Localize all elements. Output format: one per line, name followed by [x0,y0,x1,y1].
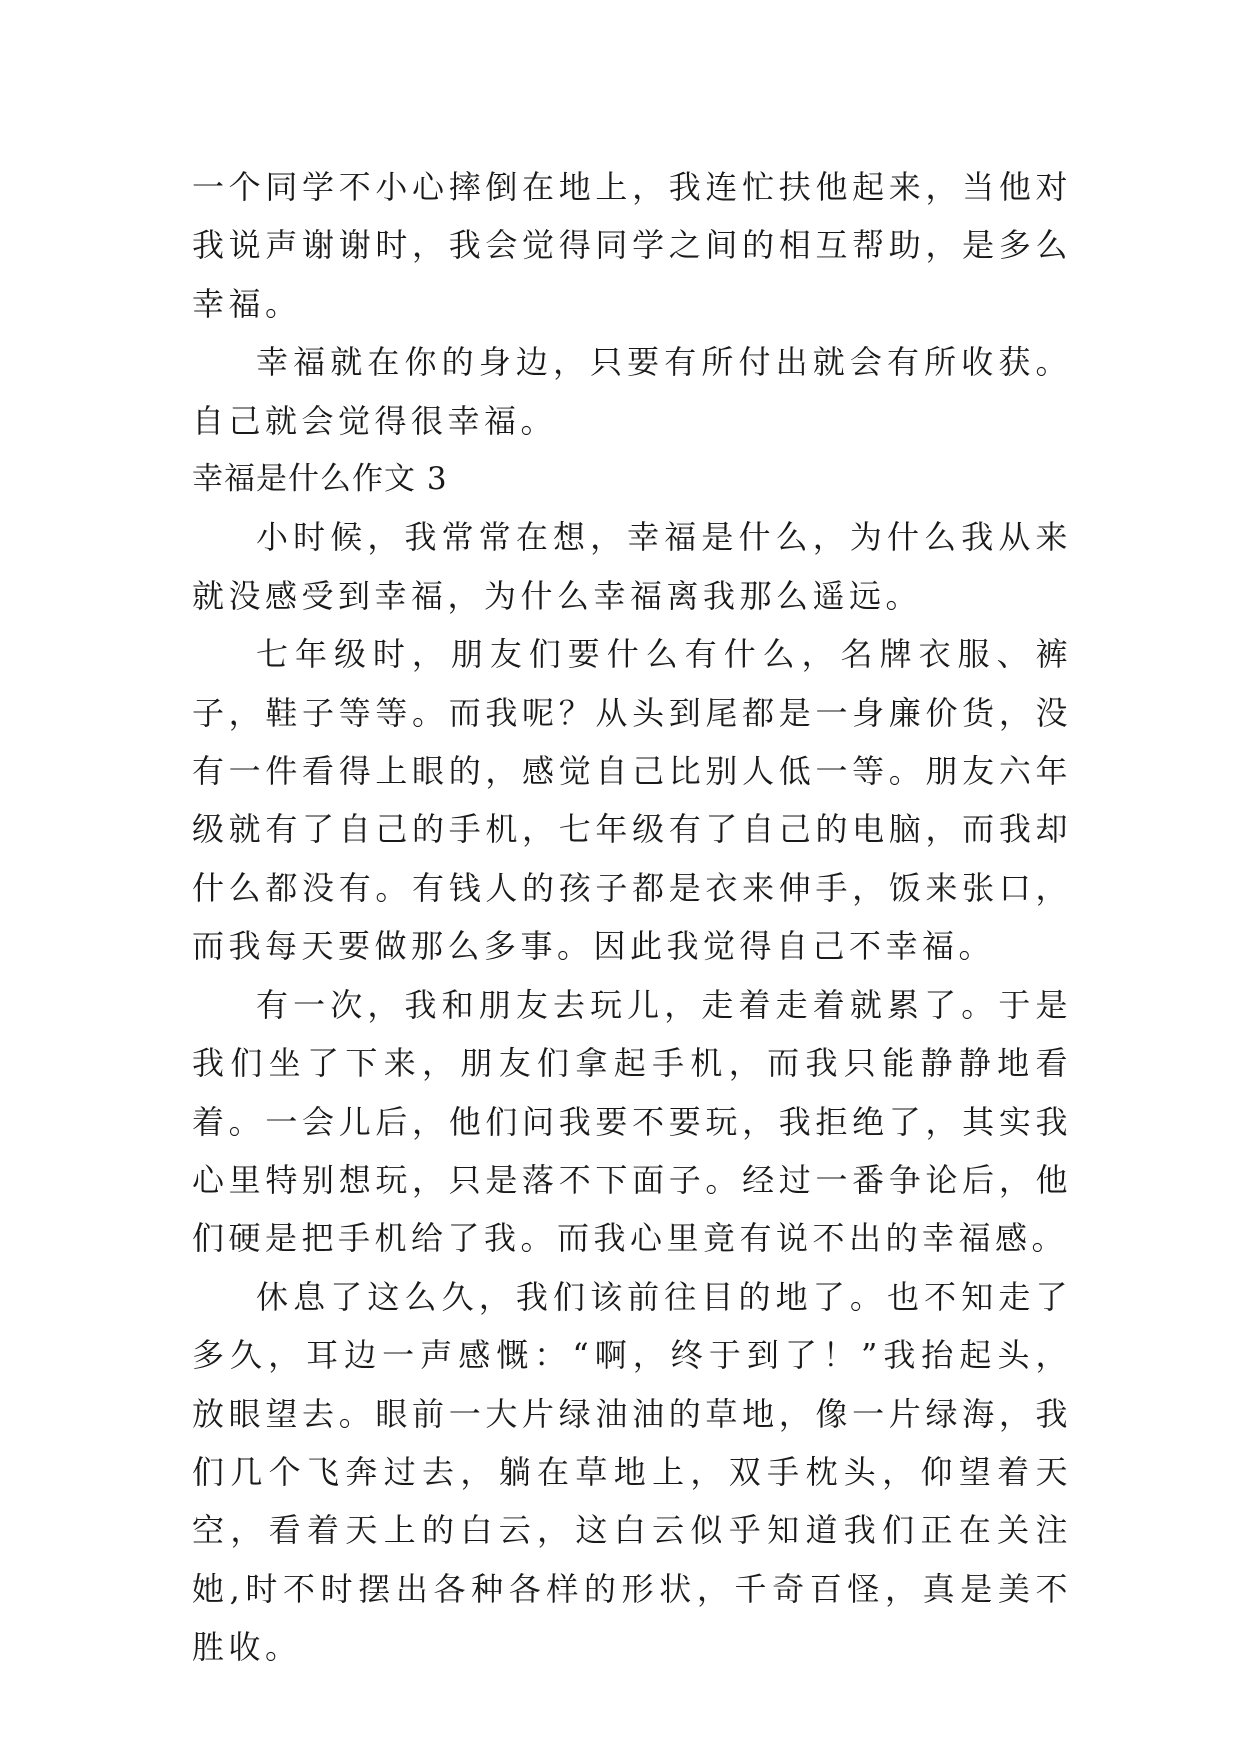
paragraph-3: 小时候，我常常在想，幸福是什么，为什么我从来就没感受到幸福，为什么幸福离我那么遥远。 [192,518,1072,615]
paragraph-2: 幸福就在你的身边，只要有所付出就会有所收获。自己就会觉得很幸福。 [192,343,1072,440]
paragraph-1: 一个同学不小心摔倒在地上，我连忙扶他起来，当他对我说声谢谢时，我会觉得同学之间的相互帮助，是多么幸福。 [192,168,1072,323]
section-heading: 幸福是什么作文 3 [192,461,448,498]
document-body [192,158,1072,1677]
paragraph-5: 有一次，我和朋友去玩儿，走着走着就累了。于是我们坐了下来，朋友们拿起手机，而我只能静静地看着。一会儿后，他们问我要不要玩，我拒绝了，其实我心里特别想玩，只是落不下面子。经过一番争论后，他们硬是把手机给了我。而我心里竟有说不出的幸福感。 [192,985,1072,1258]
paragraph-6: 休息了这么久，我们该前往目的地了。也不知走了多久，耳边一声感慨：“啊，终于到了！”我抬起头，放眼望去。眼前一大片绿油油的草地，像一片绿海，我们几个飞奔过去，躺在草地上，双手枕头，仰望着天空，看着天上的白云，这白云似乎知道我们正在关注她,时不时摆出各种各样的形状，千奇百怪，真是美不胜收。 [192,1277,1072,1667]
paragraph-4: 七年级时，朋友们要什么有什么，名牌衣服、裤子，鞋子等等。而我呢？从头到尾都是一身廉价货，没有一件看得上眼的，感觉自己比别人低一等。朋友六年级就有了自己的手机，七年级有了自己的电脑，而我却什么都没有。有钱人的孩子都是衣来伸手，饭来张口，而我每天要做那么多事。因此我觉得自己不幸福。 [192,635,1072,966]
